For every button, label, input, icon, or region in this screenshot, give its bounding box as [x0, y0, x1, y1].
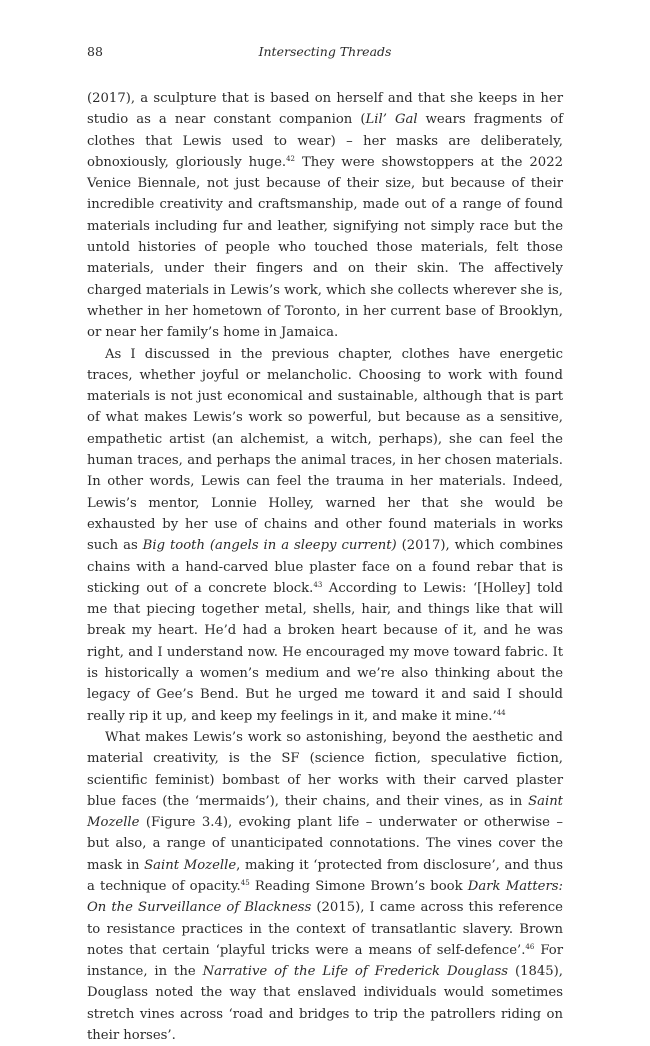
- text-run: wears fragments of clothes that Lewis used to wear) – her masks are deliberately, obnoxiously, gloriously huge.: [87, 112, 563, 170]
- footnote-marker: 45: [240, 878, 250, 887]
- page-header: [87, 44, 563, 64]
- paragraph: [87, 88, 563, 344]
- italic-title: Saint Mozelle: [87, 793, 563, 831]
- italic-title: Narrative of the Life of Frederick Douglass: [202, 964, 509, 980]
- italic-title: Lil’ Gal: [365, 112, 418, 128]
- page-number: 88: [87, 44, 103, 59]
- text-run: What makes Lewis’s work so astonishing, beyond the aesthetic and material creativity, is the SF (science fiction, speculative fiction, scientific feminist) bombast of her works with their carved plaster blue faces (the ‘mermaids’), their chains, and their vines, as in: [87, 729, 563, 809]
- text-run: (Figure 3.4), evoking plant life – underwater or otherwise – but also, a range of unanticipated connotations. The vines cover the mask in: [87, 815, 563, 873]
- text-run: As I discussed in the previous chapter, clothes have energetic traces, whether joyful or melancholic. Choosing to work with found materials is not just economical and sustainable, although that is part of what makes Lewis’s work so powerful, but because as a sensitive, empathetic artist (an alchemist, a witch, perhaps), she can feel the human traces, and perhaps the animal traces, in her chosen materials. In other words, Lewis can feel the trauma in her materials. Indeed, Lewis’s mentor, Lonnie Holley, warned her that she would be exhausted by her use of chains and other found materials in works such as: [87, 346, 563, 554]
- italic-title: Saint Mozelle: [144, 857, 237, 873]
- text-run: For instance, in the: [87, 942, 563, 980]
- text-run: (2017), which combines chains with a hand-carved blue plaster face on a found rebar that is sticking out of a concrete block.: [87, 538, 563, 596]
- text-run: They were showstoppers at the 2022 Venice Biennale, not just because of their size, but because of their incredible creativity and craftsmanship, made out of a range of found materials including fur and leather, signifying not simply race but the untold histories of people who touched those materials, felt those materials, under their fingers and on their skin. The affectively charged materials in Lewis’s work, which she collects wherever she is, whether in her hometown of Toronto, in her current base of Brooklyn, or near her family’s home in Jamaica.: [87, 154, 563, 341]
- footnote-marker: 43: [313, 580, 323, 589]
- text-run: (1845), Douglass noted the way that enslaved individuals would sometimes stretch vines across ‘road and bridges to trip the patrollers riding on their horses’.: [87, 964, 563, 1044]
- paragraph: [87, 727, 563, 1046]
- running-head: Intersecting Threads: [258, 44, 392, 59]
- text-run: , making it ‘protected from disclosure’, and thus a technique of opacity.: [87, 857, 563, 894]
- text-run: According to Lewis: ‘[Holley] told me that piecing together metal, shells, hair, and things like that will break my heart. He’d had a broken heart because of it, and he was right, and I understand now. He encouraged my move toward fabric. It is historically a women’s medium and we’re also thinking about the legacy of Gee’s Bend. But he urged me toward it and said I should really rip it up, and keep my feelings in it, and make it mine.’: [87, 580, 563, 724]
- text-run: Reading Simone Brown’s book: [249, 878, 468, 894]
- italic-title: Big tooth (angels in a sleepy current): [142, 538, 397, 554]
- paragraph: [87, 344, 563, 727]
- text-run: (2015), I came across this reference to resistance practices in the context of transatlantic slavery. Brown notes that certain ‘playful tricks were a means of self-defence’.: [87, 900, 563, 958]
- body-text: [87, 88, 563, 1046]
- text-run: (2017), a sculpture that is based on herself and that she keeps in her studio as a near constant companion (: [87, 91, 563, 128]
- footnote-marker: 42: [286, 154, 295, 163]
- footnote-marker: 46: [525, 942, 535, 951]
- footnote-marker: 44: [496, 708, 506, 717]
- italic-title: Dark Matters: On the Surveillance of Blackness: [87, 878, 563, 916]
